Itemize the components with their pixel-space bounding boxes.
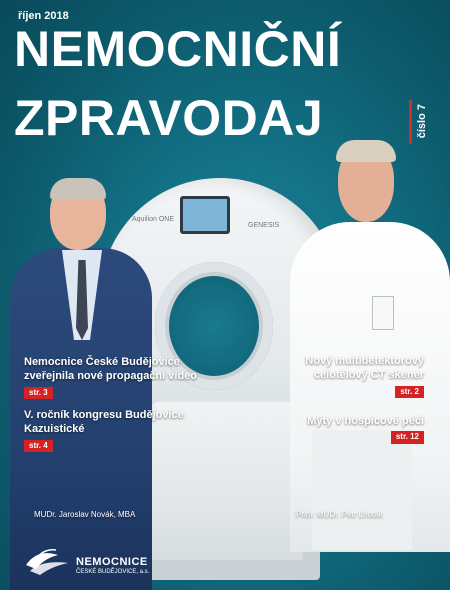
ct-brand-right: GENESIS (248, 222, 280, 229)
ct-brand-left: Aquilion ONE (132, 216, 175, 223)
person-left-hair (50, 178, 106, 200)
issue-date: říjen 2018 (18, 10, 69, 22)
page-tag: str. 12 (391, 431, 424, 443)
teaser-headline: Mýty v hospicové péči (307, 415, 424, 427)
logo-subtitle: ČESKÉ BUDĚJOVICE, a.s. (76, 569, 150, 575)
photo-caption-left: MUDr. Jaroslav Novák, MBA (34, 510, 136, 519)
person-right-id-badge (372, 296, 394, 330)
bottom-white-band (0, 590, 450, 600)
magazine-title-line2: ZPRAVODAJ (14, 90, 324, 146)
hospital-leaf-icon (24, 547, 72, 577)
page-tag: str. 3 (24, 387, 53, 399)
person-right-pants (312, 430, 412, 550)
teaser-headline: Nemocnice České Budějovice zveřejnila nové propagační video (24, 356, 197, 383)
teaser-promo-video[interactable] (24, 355, 214, 399)
teaser-hospice-care[interactable] (276, 414, 424, 444)
person-right-hair (336, 140, 396, 162)
photo-caption-right: Prim. MUDr. Petr Lhoták (296, 510, 383, 519)
issue-accent-bar (409, 100, 412, 144)
hospital-logo (24, 547, 164, 577)
teaser-congress[interactable] (24, 408, 194, 452)
logo-name: NEMOCNICE (76, 556, 148, 568)
page-tag: str. 4 (24, 440, 53, 452)
teaser-headline: Nový multidetektorový celotělový CT skener (305, 355, 424, 382)
teaser-headline: V. ročník kongresu Budějovice Kazuistické (24, 409, 184, 436)
teaser-ct-scanner[interactable] (276, 354, 424, 398)
magazine-title-line1: NEMOCNIČNÍ (14, 21, 342, 77)
ct-scanner-display (180, 196, 230, 234)
issue-number: číslo 7 (416, 104, 428, 139)
page-tag: str. 2 (395, 386, 424, 398)
